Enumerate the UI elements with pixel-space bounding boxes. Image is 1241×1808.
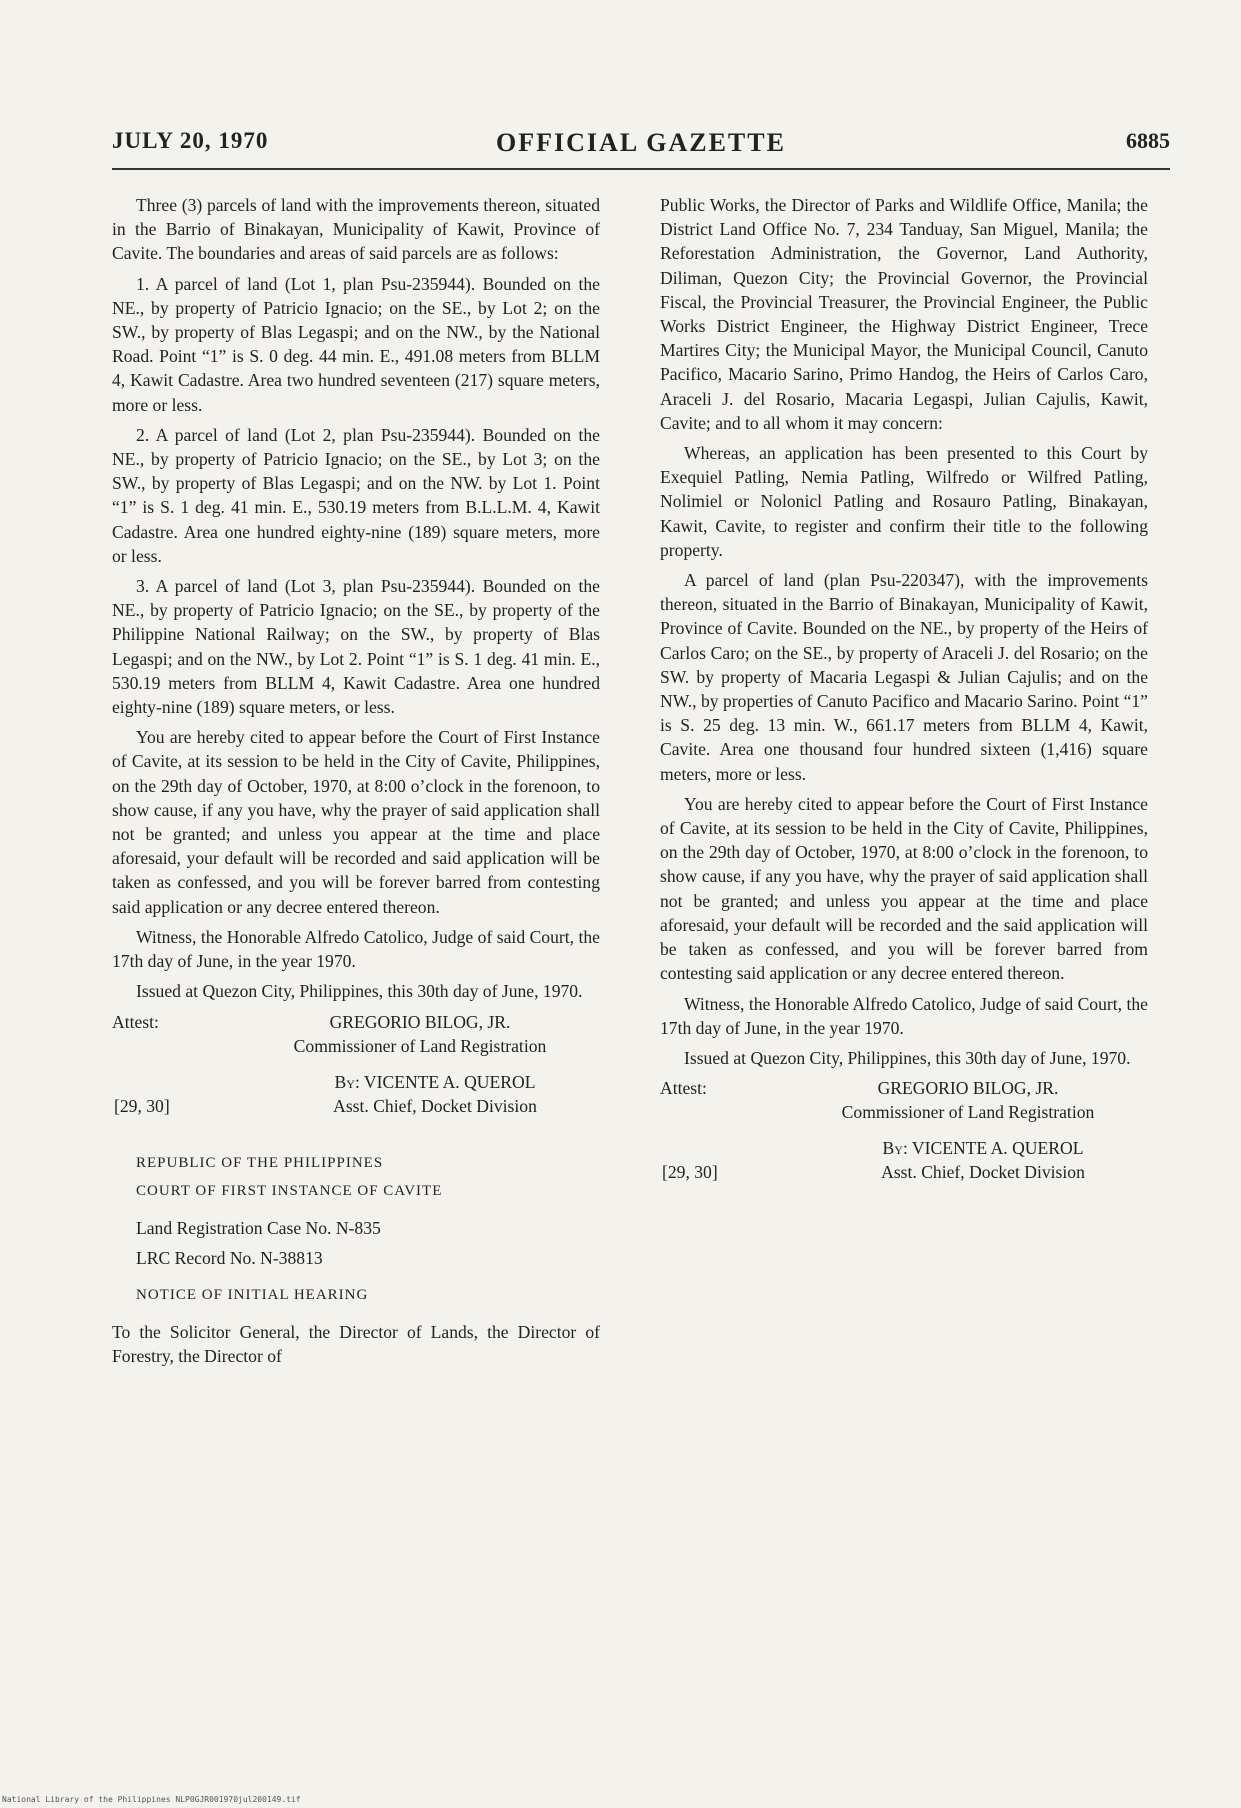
parcel-description: A parcel of land (plan Psu-220347), with the improvements thereon, situated in the Barrio of Binakayan, Municipality of Kawit, Province of Cavite. Bounded on the NE., by property of the Heirs of Carlos Caro; on the SE., by property of Araceli J. del Rosario; on the SW. by property of Macaria Legaspi & Julian Cajulis; and on the NW., by properties of Canuto Pacifico and Macario Sarino. Point “1” is S. 25 deg. 13 min. W., 661.17 meters from BLLM 4, Kawit, Cavite. Area one thousand four hundred sixteen (1,416) square meters, more or less. [660, 570, 1148, 784]
docket-chief-name: By: VICENTE A. QUEROL [334, 1071, 536, 1092]
docket-chief-title: Asst. Chief, Docket Division [333, 1095, 537, 1116]
commissioner-title: Commissioner of Land Registration [841, 1102, 1095, 1123]
commissioner-signature [788, 1076, 1148, 1124]
parcel-lot-2: 2. A parcel of land (Lot 2, plan Psu-235944). Bounded on the NE., by property of Patricio Ignacio; on the SE., by Lot 3; on the SW., by property of Blas Legaspi; and on the NW. by Lot 1. Point “1” is S. 1 deg. 41 min. E., 530.19 meters from B.L.L.M. 4, Kawit Cadastre. Area one hundred eighty-nine (189) square meters, more or less. [112, 424, 600, 566]
page-header [112, 128, 1170, 162]
witness-paragraph: Witness, the Honorable Alfredo Catolico, Judge of said Court, the 17th day of June, in the year 1970. [112, 926, 600, 972]
citation-paragraph: You are hereby cited to appear before the Court of First Instance of Cavite, at its session to be held in the City of Cavite, Philippines, on the 29th day of October, 1970, at 8:00 o’clock in the forenoon, to show cause, if any you have, why the prayer of said application shall not be granted; and unless you appear at the time and place aforesaid, your default will be recorded and the said application will be taken as confessed, and you will be forever barred from contesting said application or any decree entered thereon. [660, 793, 1148, 984]
docket-signature-block [112, 1070, 600, 1126]
commissioner-signature [240, 1010, 600, 1058]
docket-chief-signature [818, 1136, 1148, 1184]
attest-label: Attest: [660, 1078, 707, 1099]
issue-date: JULY 20, 1970 [112, 128, 269, 153]
court-caption: COURT OF FIRST INSTANCE OF CAVITE [136, 1182, 443, 1199]
issued-paragraph: Issued at Quezon City, Philippines, this 30th day of June, 1970. [684, 1047, 1131, 1068]
attest-block [112, 1010, 600, 1070]
commissioner-name: GREGORIO BILOG, JR. [877, 1078, 1059, 1099]
issued-paragraph: Issued at Quezon City, Philippines, this 30th day of June, 1970. [136, 981, 583, 1002]
addressees-continued: Public Works, the Director of Parks and Wildlife Office, Manila; the District Land Office No. 7, 234 Tanduay, San Miguel, Manila; the Reforestation Administration, the Governor, Land Authority, Diliman, Quezon City; the Provincial Governor, the Provincial Fiscal, the Provincial Treasurer, the Provincial Engineer, the Public Works District Engineer, the Highway District Engineer, Trece Martires City; the Municipal Mayor, the Municipal Council, Canuto Pacifico, Macario Sarino, Primo Handog, the Heirs of Carlos Caro, Araceli J. del Rosario, Macaria Legaspi, Julian Cajulis, Kawit, Cavite; and to all whom it may concern: [660, 195, 1148, 433]
parcel-lot-3: 3. A parcel of land (Lot 3, plan Psu-235944). Bounded on the NE., by property of Patricio Ignacio; on the SE., by property of the Philippine National Railway; on the SW., by property of Blas Legaspi; and on the NW., by Lot 2. Point “1” is S. 1 deg. 41 min. E., 530.19 meters from BLLM 4, Kawit Cadastre. Area one hundred eighty-nine (189) square meters, or less. [112, 576, 600, 718]
right-column [660, 193, 1148, 1192]
scan-footer: National Library of the Philippines NLP0GJR001970jul200149.tif [2, 1795, 301, 1804]
witness-paragraph: Witness, the Honorable Alfredo Catolico, Judge of said Court, the 17th day of June, in the year 1970. [660, 993, 1148, 1038]
left-column [112, 193, 600, 1374]
publication-title: OFFICIAL GAZETTE [496, 128, 786, 157]
commissioner-name: GREGORIO BILOG, JR. [329, 1011, 511, 1032]
parcel-lot-1: 1. A parcel of land (Lot 1, plan Psu-235944). Bounded on the NE., by property of Patricio Ignacio; on the SE., by Lot 2; on the SW., by property of Blas Legaspi; and on the NW., by the National Road. Point “1” is S. 0 deg. 44 min. E., 491.08 meters from BLLM 4, Kawit Cadastre. Area two hundred seventeen (217) square meters, more or less. [112, 273, 600, 415]
citation-paragraph: You are hereby cited to appear before the Court of First Instance of Cavite, at its session to be held in the City of Cavite, Philippines, on the 29th day of October, 1970, at 8:00 o’clock in the forenoon, to show cause, if any you have, why the prayer of said application shall not be granted; and unless you appear at the time and place aforesaid, your default will be recorded and said application will be taken as confessed, and you will be forever barred from contesting said application or any decree entered thereon. [112, 727, 600, 917]
addressees-paragraph: To the Solicitor General, the Director of Lands, the Director of Forestry, the Director of [112, 1321, 600, 1366]
header-rule [112, 168, 1170, 170]
republic-caption: REPUBLIC OF THE PHILIPPINES [136, 1154, 384, 1171]
attest-block [660, 1076, 1148, 1136]
page-number: 6885 [1126, 128, 1170, 153]
docket-chief-signature [270, 1070, 600, 1118]
docket-signature-block [660, 1136, 1148, 1192]
notice-heading: NOTICE OF INITIAL HEARING [136, 1286, 369, 1303]
case-number: Land Registration Case No. N-835 [136, 1217, 381, 1238]
application-paragraph: Whereas, an application has been presented to this Court by Exequiel Patling, Nemia Patling, Wilfredo or Wilfred Patling, Nolimiel or Nolonicl Patling and Rosauro Patling, Binakayan, Kawit, Cavite, to register and confirm their title to the following property. [660, 443, 1148, 560]
record-number: LRC Record No. N-38813 [136, 1247, 323, 1268]
reference-number: [29, 30] [662, 1162, 718, 1183]
commissioner-title: Commissioner of Land Registration [293, 1035, 547, 1056]
parcels-intro: Three (3) parcels of land with the improvements thereon, situated in the Barrio of Binakayan, Municipality of Kawit, Province of Cavite. The boundaries and areas of said parcels are as follows: [112, 195, 600, 264]
docket-chief-title: Asst. Chief, Docket Division [881, 1162, 1085, 1183]
attest-label: Attest: [112, 1011, 159, 1032]
docket-chief-name: By: VICENTE A. QUEROL [882, 1138, 1084, 1159]
reference-number: [29, 30] [114, 1095, 170, 1116]
